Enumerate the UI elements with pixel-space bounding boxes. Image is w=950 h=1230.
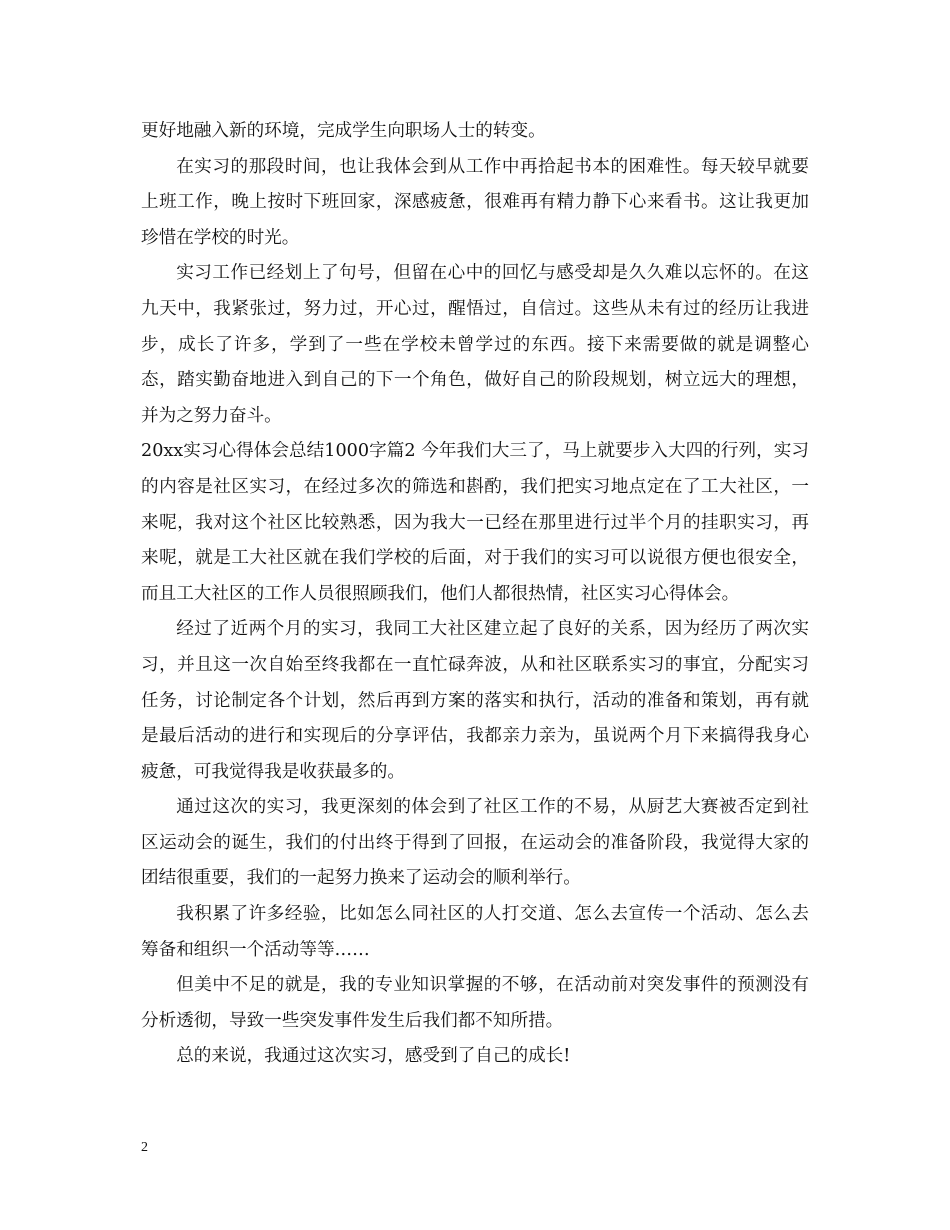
paragraph-text: 今年我们大三了，马上就要步入大四的行列，实习的内容是社区实习，在经过多次的筛选和斟酌，我们把实习地点定在了工大社区，一来呢，我对这个社区比较熟悉，因为我大一已经在那里进行过半个月的挂职实习，再来呢，就是工大社区就在我们学校的后面，对于我们的实习可以说很方便也很安全，而且工大社区的工作人员很照顾我们，他们人都很热情，社区实习心得体会。 [141, 441, 810, 604]
paragraph: 总的来说，我通过这次实习，感受到了自己的成长! [176, 1046, 571, 1067]
paragraph: 通过这次的实习，我更深刻的体会到了社区工作的不易，从厨艺大赛被否定到社区运动会的诞生，我们的付出终于得到了回报，在运动会的准备阶段，我觉得大家的团结很重要，我们的一起努力换来了运动会的顺利举行。 [141, 797, 809, 889]
paragraph: 实习工作已经划上了句号，但留在心中的回忆与感受却是久久难以忘怀的。在这九天中，我紧张过，努力过，开心过，醒悟过，自信过。这些从未有过的经历让我进步，成长了许多，学到了一些在学校未曾学过的东西。接下来需要做的就是调整心态，踏实勤奋地进入到自己的下一个角色，做好自己的阶段规划，树立远大的理想，并为之努力奋斗。 [141, 263, 809, 426]
paragraph: 经过了近两个月的实习，我同工大社区建立起了良好的关系，因为经历了两次实习，并且这一次自始至终我都在一直忙碌奔波，从和社区联系实习的事宜，分配实习任务，讨论制定各个计划，然后再到方案的落实和执行，活动的准备和策划，再有就是最后活动的进行和实现后的分享评估，我都亲力亲为，虽说两个月下来搞得我身心疲惫，可我觉得我是收获最多的。 [141, 619, 809, 782]
paragraph: 我积累了许多经验，比如怎么同社区的人打交道、怎么去宣传一个活动、怎么去筹备和组织一个活动等等…… [141, 904, 809, 960]
paragraph-with-section-heading [141, 434, 809, 612]
paragraph: 在实习的那段时间，也让我体会到从工作中再拾起书本的困难性。每天较早就要上班工作，晚上按时下班回家，深感疲惫，很难再有精力静下心来看书。这让我更加珍惜在学校的时光。 [141, 156, 809, 248]
paragraph: 更好地融入新的环境，完成学生向职场人士的转变。 [141, 121, 546, 141]
section-heading: 20xx实习心得体会总结1000字篇2 [141, 441, 416, 462]
page-number: 2 [141, 1140, 148, 1155]
paragraph: 但美中不足的就是，我的专业知识掌握的不够，在活动前对突发事件的预测没有分析透彻，导致一些突发事件发生后我们都不知所措。 [141, 975, 809, 1031]
body-text [141, 114, 809, 1075]
